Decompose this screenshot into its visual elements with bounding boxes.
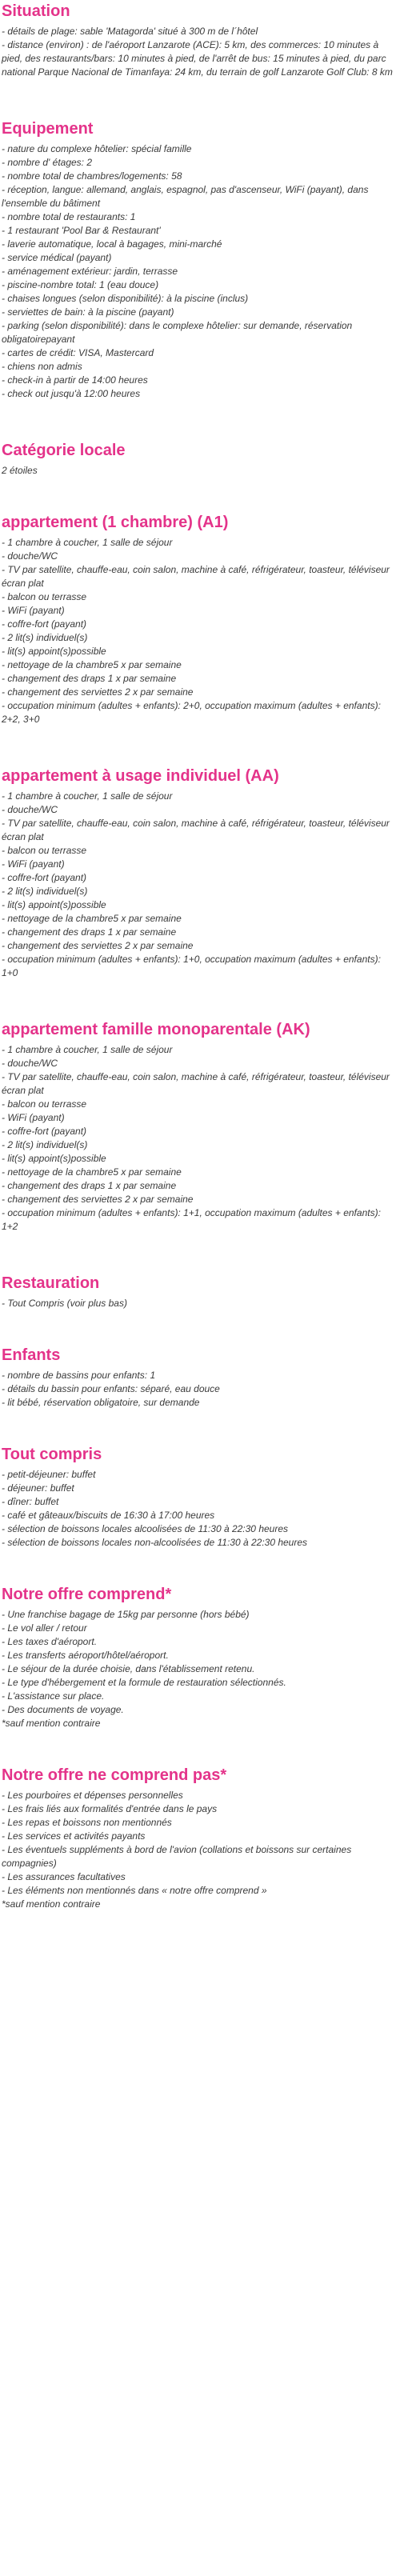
list-item: - parking (selon disponibilité): dans le complexe hôtelier: sur demande, réservation obligatoirepayant <box>2 320 353 345</box>
list-item: - sélection de boissons locales alcoolisées de 11:30 à 22:30 heures <box>2 1523 289 1534</box>
section-appartement-a1 <box>2 513 394 726</box>
list-item: - réception, langue: allemand, anglais, espagnol, pas d'ascenseur, WiFi (payant), dans l'ensemble du bâtiment <box>2 184 369 209</box>
list-item: - changement des draps 1 x par semaine <box>2 926 177 938</box>
spacer <box>2 1730 394 1766</box>
section-offre-ne-comprend-pas <box>2 1766 394 1911</box>
section-title: appartement à usage individuel (AA) <box>2 767 279 785</box>
section-appartement-ak <box>2 1020 394 1234</box>
section-list <box>2 1297 394 1310</box>
list-item: - Les pourboires et dépenses personnelles <box>2 1790 183 1801</box>
list-item: - lit(s) appoint(s)possible <box>2 646 106 657</box>
list-item: - occupation minimum (adultes + enfants): 1+0, occupation maximum (adultes + enfants): 1+0 <box>2 954 381 978</box>
list-item: - L'assistance sur place. <box>2 1690 105 1702</box>
list-item: - TV par satellite, chauffe-eau, coin salon, machine à café, réfrigérateur, toasteur, téléviseur écran plat <box>2 564 390 589</box>
list-item: - balcon ou terrasse <box>2 845 87 856</box>
list-item: - nombre de bassins pour enfants: 1 <box>2 1370 156 1381</box>
list-item: - balcon ou terrasse <box>2 1098 87 1110</box>
list-item: - Des documents de voyage. <box>2 1704 124 1715</box>
list-item: - Les repas et boissons non mentionnés <box>2 1817 172 1828</box>
list-item: - piscine-nombre total: 1 (eau douce) <box>2 279 159 290</box>
list-item: - service médical (payant) <box>2 252 112 263</box>
list-item: - changement des draps 1 x par semaine <box>2 673 177 684</box>
list-item: - Les éventuels suppléments à bord de l'avion (collations et boissons sur certaines compagnies) <box>2 1844 352 1869</box>
list-item: - serviettes de bain: à la piscine (payant) <box>2 306 174 318</box>
section-list <box>2 790 394 980</box>
section-title: Catégorie locale <box>2 442 126 459</box>
list-item: - Les frais liés aux formalités d'entrée dans le pays <box>2 1803 218 1814</box>
section-list <box>2 1468 394 1550</box>
list-item: - Le type d'hébergement et la formule de restauration sélectionnés. <box>2 1677 286 1688</box>
list-item: - sélection de boissons locales non-alcoolisées de 11:30 à 22:30 heures <box>2 1537 308 1548</box>
spacer <box>2 1550 394 1585</box>
section-restauration <box>2 1274 394 1310</box>
section-offre-comprend <box>2 1585 394 1730</box>
list-item: - 1 restaurant 'Pool Bar & Restaurant' <box>2 225 161 236</box>
list-item: - balcon ou terrasse <box>2 591 87 602</box>
list-item: - cartes de crédit: VISA, Mastercard <box>2 347 154 358</box>
spacer <box>2 1410 394 1445</box>
section-title: Restauration <box>2 1274 100 1292</box>
list-item: - laverie automatique, local à bagages, mini-marché <box>2 238 222 250</box>
list-item: - WiFi (payant) <box>2 858 65 870</box>
list-item: - check-in à partir de 14:00 heures <box>2 374 148 386</box>
list-item: - café et gâteaux/biscuits de 16:30 à 17:00 heures <box>2 1510 215 1521</box>
list-item: - lit(s) appoint(s)possible <box>2 1153 106 1164</box>
section-appartement-aa <box>2 766 394 980</box>
list-item: - lit(s) appoint(s)possible <box>2 899 106 910</box>
spacer <box>2 980 394 1020</box>
list-item: - douche/WC <box>2 1058 58 1069</box>
list-item: - nombre total de restaurants: 1 <box>2 211 136 222</box>
spacer <box>2 401 394 441</box>
list-item: - Les assurances facultatives <box>2 1871 126 1882</box>
list-item: - Les taxes d'aéroport. <box>2 1636 98 1647</box>
section-list <box>2 25 394 79</box>
list-item: - douche/WC <box>2 804 58 815</box>
list-item: - changement des serviettes 2 x par semaine <box>2 1194 194 1205</box>
spacer <box>2 478 394 513</box>
list-item: - coffre-fort (payant) <box>2 1126 87 1137</box>
list-item: - chaises longues (selon disponibilité): à la piscine (inclus) <box>2 293 249 304</box>
list-item: - douche/WC <box>2 550 58 562</box>
list-item: - nature du complexe hôtelier: spécial famille <box>2 143 192 154</box>
section-title: Notre offre comprend* <box>2 1586 172 1603</box>
list-item: - Une franchise bagage de 15kg par personne (hors bébé) <box>2 1609 250 1620</box>
list-item: - TV par satellite, chauffe-eau, coin salon, machine à café, réfrigérateur, toasteur, téléviseur écran plat <box>2 818 390 842</box>
section-situation <box>2 2 394 79</box>
list-item: - nettoyage de la chambre5 x par semaine <box>2 1166 182 1178</box>
list-item: - aménagement extérieur: jardin, terrasse <box>2 266 178 277</box>
list-item: - Les services et activités payants <box>2 1830 146 1842</box>
section-title: Enfants <box>2 1346 61 1364</box>
spacer <box>2 79 394 119</box>
list-item: - distance (environ) : de l'aéroport Lanzarote (ACE): 5 km, des commerces: 10 minutes à pied, des restaurants/bars: 10 minutes à pied, de l'arrêt de bus: 15 minutes à pied, du parc national Parque Nacional de Timanfaya: 24 km, du terrain de golf Lanzarote Golf Club: 8 km <box>2 39 393 78</box>
list-item: - changement des serviettes 2 x par semaine <box>2 686 194 698</box>
list-item: - Les transferts aéroport/hôtel/aéroport. <box>2 1650 169 1661</box>
list-item: - 2 lit(s) individuel(s) <box>2 632 88 643</box>
list-item: - occupation minimum (adultes + enfants): 2+0, occupation maximum (adultes + enfants): 2+2, 3+0 <box>2 700 381 725</box>
section-list <box>2 1789 394 1911</box>
list-item: - 2 lit(s) individuel(s) <box>2 886 88 897</box>
list-item: - coffre-fort (payant) <box>2 872 87 883</box>
list-item: - Tout Compris (voir plus bas) <box>2 1298 127 1309</box>
list-item: - nettoyage de la chambre5 x par semaine <box>2 659 182 670</box>
list-item: - petit-déjeuner: buffet <box>2 1469 96 1480</box>
section-title: appartement famille monoparentale (AK) <box>2 1021 310 1038</box>
list-item: - 1 chambre à coucher, 1 salle de séjour <box>2 790 173 802</box>
list-item: - dîner: buffet <box>2 1496 59 1507</box>
section-title: Tout compris <box>2 1446 102 1463</box>
section-list <box>2 1608 394 1730</box>
list-item: - détails de plage: sable 'Matagorda' situé à 300 m de l´hôtel <box>2 26 258 37</box>
list-item: - WiFi (payant) <box>2 1112 65 1123</box>
list-item: - 2 lit(s) individuel(s) <box>2 1139 88 1150</box>
list-item: 2 étoiles <box>2 465 38 476</box>
section-list <box>2 142 394 401</box>
spacer <box>2 1310 394 1346</box>
section-list <box>2 1043 394 1234</box>
list-item: - lit bébé, réservation obligatoire, sur demande <box>2 1397 200 1408</box>
section-list <box>2 536 394 726</box>
section-enfants <box>2 1346 394 1410</box>
section-tout-compris <box>2 1445 394 1550</box>
list-item: - déjeuner: buffet <box>2 1482 74 1494</box>
list-item: - TV par satellite, chauffe-eau, coin salon, machine à café, réfrigérateur, toasteur, téléviseur écran plat <box>2 1071 390 1096</box>
spacer <box>2 726 394 766</box>
list-item: - changement des serviettes 2 x par semaine <box>2 940 194 951</box>
list-item: - chiens non admis <box>2 361 82 372</box>
list-item: - coffre-fort (payant) <box>2 618 87 630</box>
section-equipement <box>2 119 394 401</box>
list-item: - check out jusqu'à 12:00 heures <box>2 388 141 399</box>
list-item: - nombre d' étages: 2 <box>2 157 93 168</box>
section-title: Notre offre ne comprend pas* <box>2 1766 227 1784</box>
spacer <box>2 1234 394 1274</box>
list-item: - détails du bassin pour enfants: séparé, eau douce <box>2 1383 220 1394</box>
list-item: - changement des draps 1 x par semaine <box>2 1180 177 1191</box>
list-item: - 1 chambre à coucher, 1 salle de séjour <box>2 1044 173 1055</box>
section-list <box>2 464 394 478</box>
list-item: - Le vol aller / retour <box>2 1622 87 1634</box>
section-categorie-locale <box>2 441 394 478</box>
section-list <box>2 1369 394 1410</box>
list-item: *sauf mention contraire <box>2 1898 101 1910</box>
list-item: - nombre total de chambres/logements: 58 <box>2 170 182 182</box>
list-item: - Les éléments non mentionnés dans « notre offre comprend » <box>2 1885 267 1896</box>
section-title: Equipement <box>2 120 94 138</box>
list-item: - nettoyage de la chambre5 x par semaine <box>2 913 182 924</box>
list-item: - Le séjour de la durée choisie, dans l'établissement retenu. <box>2 1663 255 1674</box>
list-item: - WiFi (payant) <box>2 605 65 616</box>
list-item: - occupation minimum (adultes + enfants): 1+1, occupation maximum (adultes + enfants): 1+2 <box>2 1207 381 1232</box>
section-title: Situation <box>2 2 70 20</box>
section-title: appartement (1 chambre) (A1) <box>2 514 229 531</box>
list-item: - 1 chambre à coucher, 1 salle de séjour <box>2 537 173 548</box>
list-item: *sauf mention contraire <box>2 1718 101 1729</box>
